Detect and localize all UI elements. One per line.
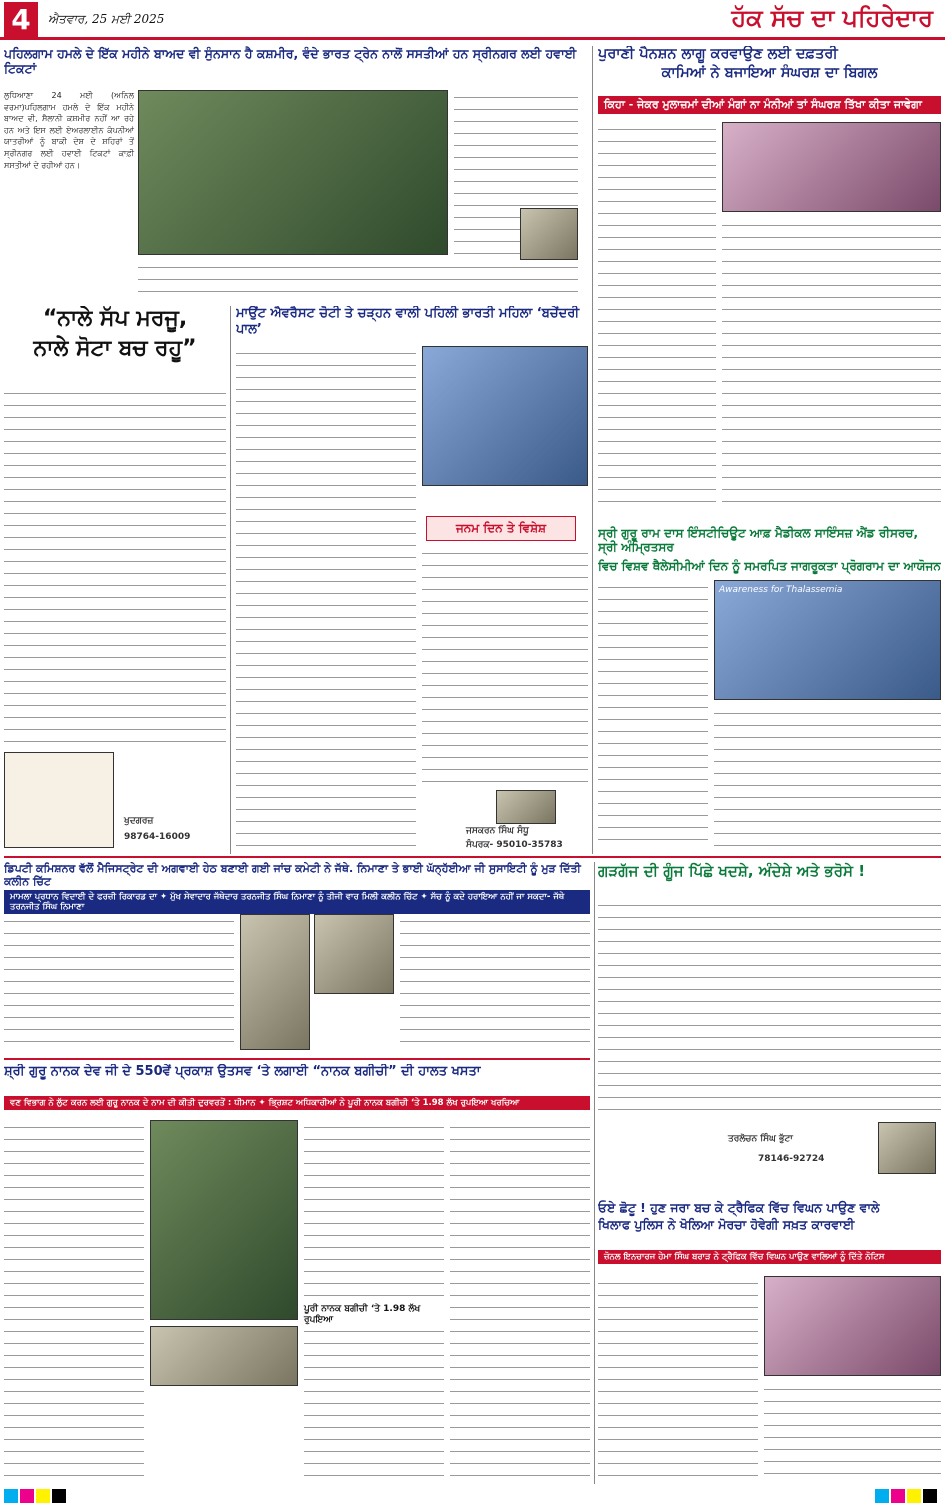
saap-cartoon [4,752,114,848]
garaz-author-photo [878,1122,936,1174]
registration-mark-black [52,1489,66,1503]
masthead [0,0,945,40]
saap-body-text [4,386,226,746]
registration-mark-magenta [20,1489,34,1503]
nanak-sub-point: ਪੂਰੀ ਨਾਨਕ ਬਗੀਚੀ ‘ਤੇ 1.98 ਲੱਖ ਰੁਪਇਆ [304,1304,444,1326]
commission-story [4,862,590,1054]
garaz-story [598,862,941,1194]
thalassemia-photo-banner: Awareness for Thalassemia [719,585,843,595]
everest-contact: ਸੰਪਰਕ- 95010-35783 [466,840,563,850]
divider [594,862,595,1484]
everest-body-text [236,346,416,846]
pension-subhead: ਕਿਹਾ - ਜੇਕਰ ਮੁਲਾਜ਼ਮਾਂ ਦੀਆਂ ਮੰਗਾਂ ਨਾ ਮੰਨੀਆਂ ਤਾਂ ਸੰਘਰਸ਼ ਤਿੱਖਾ ਕੀਤਾ ਜਾਵੇਗਾ [598,96,941,114]
thalassemia-event-photo [714,580,941,700]
everest-author-photo [496,790,556,824]
kashmir-story [4,46,586,296]
pension-protest-photo [722,122,941,212]
everest-byline: ਜਸਕਰਨ ਸਿੰਘ ਸੰਧੂ [466,826,529,836]
traffic-story [598,1200,941,1484]
page-number: 4 [4,2,38,38]
registration-mark-cyan [875,1489,889,1503]
nanak-body-text-mid [304,1120,444,1480]
commission-body-text-right [400,914,590,1050]
nanak-body-text-right [450,1120,590,1480]
thalassemia-body-text [598,580,708,850]
kashmir-body-text [138,260,578,294]
traffic-headline-2: ਖਿਲਾਫ ਪੁਲਿਸ ਨੇ ਖੋਲਿਆ ਮੋਰਚਾ ਹੋਵੇਗੀ ਸਖ਼ਤ ਕਾਰਵਾਈ [598,1217,855,1232]
kashmir-lead: ਲੁਧਿਆਣਾ 24 ਮਈ (ਅਨਿਲ ਵਰਮਾ)ਪਹਿਲਗਾਮ ਹਮਲੇ ਦੇ ਇੱਕ ਮਹੀਨੇ ਬਾਅਦ ਵੀ, ਸੈਲਾਨੀ ਕਸ਼ਮੀਰ ਨਹੀਂ ਆ ਰਹੇ ਹਨ ਅਤੇ ਇਸ ਲਈ ਏਅਰਲਾਈਨ ਕੰਪਨੀਆਂ ਯਾਤਰੀਆਂ ਨੂੰ ਬਾਕੀ ਦੇਸ਼ ਦੇ ਸ਼ਹਿਰਾਂ ਤੋਂ ਸ੍ਰੀਨਗਰ ਲਈ ਹਵਾਈ ਟਿਕਟਾਂ ਕਾਫ਼ੀ ਸਸਤੀਆਂ ਦੇ ਰਹੀਆਂ ਹਨ। [4,91,134,170]
everest-summit-photo [422,346,588,486]
everest-body-text-right [422,546,588,786]
nanak-subhead: ਵਣ ਵਿਭਾਗ ਨੇ ਲੁੱਟ ਕਰਨ ਲਈ ਗੁਰੂ ਨਾਨਕ ਦੇ ਨਾਮ ਦੀ ਕੀਤੀ ਦੁਰਵਰਤੋਂ : ਧੀਮਾਨ ✦ ਭ੍ਰਿਸ਼ਟ ਅਧਿਕਾਰੀਆਂ ਨੇ ਪੂਰੀ ਨਾਨਕ ਬਗੀਚੀ ‘ਤੇ 1.98 ਲੱਖ ਰੁਪਇਆ ਖਰਚਿਆ [4,1096,590,1110]
nanak-story [4,1064,590,1484]
saap-story [4,306,226,854]
kashmir-author-photo [520,208,578,260]
pension-story [598,46,941,516]
everest-feature-tag: ਜਨਮ ਦਿਨ ਤੇ ਵਿਸ਼ੇਸ਼ [426,516,576,541]
commission-nimana-photo [240,914,310,1050]
kashmir-soldiers-photo [138,90,448,255]
traffic-subhead: ਜ਼ੋਨਲ ਇਨਚਾਰਜ ਹੇਮਾ ਸਿੰਘ ਬਰਾੜ ਨੇ ਟ੍ਰੈਫਿਕ ਵਿੱਚ ਵਿਘਨ ਪਾਉਣ ਵਾਲਿਆਂ ਨੂੰ ਦਿੱਤੇ ਨੋਟਿਸ [598,1250,941,1264]
registration-mark-yellow [907,1489,921,1503]
pension-headline-2: ਕਾਮਿਆਂ ਨੇ ਬਜਾਇਆ ਸੰਘਰਸ਼ ਦਾ ਬਿਗਲ [661,65,878,82]
thalassemia-headline-2: ਵਿਚ ਵਿਸ਼ਵ ਥੈਲੇਸੀਮੀਆਂ ਦਿਨ ਨੂੰ ਸਮਰਪਿਤ ਜਾਗਰੂਕਤਾ ਪ੍ਰੋਗਰਾਮ ਦਾ ਆਯੋਜਨ [598,558,941,573]
garaz-headline: ਗੜਗੱਜ ਦੀ ਗੂੰਜ ਪਿੱਛੇ ਖਦਸ਼ੇ, ਅੰਦੇਸ਼ੇ ਅਤੇ ਭਰੋਸੇ ! [598,862,866,880]
divider [592,46,593,854]
pension-headline-1: ਪੁਰਾਣੀ ਪੈਨਸ਼ਨ ਲਾਗੂ ਕਰਵਾਉਣ ਲਈ ਦਫ਼ਤਰੀ [598,46,838,62]
pension-body-text-right [722,218,941,512]
commission-subhead: ਮਾਮਲਾ ਪ੍ਰਧਾਨ ਵਿਦਾਈ ਦੇ ਫਰਜ਼ੀ ਰਿਕਾਰਡ ਦਾ ✦ ਮੁੱਖ ਸੇਵਾਦਾਰ ਜੱਥੇਦਾਰ ਤਰਨਜੀਤ ਸਿੰਘ ਨਿਮਾਣਾ ਨੂੰ ਤੀਜੀ ਵਾਰ ਮਿਲੀ ਕਲੀਨ ਚਿੱਟ ✦ ਸੱਚ ਨੂੰ ਕਦੇ ਹਰਾਇਆ ਨਹੀਂ ਜਾ ਸਕਦਾ- ਜੱਥੇ ਤਰਨਜੀਤ ਸਿੰਘ ਨਿਮਾਣਾ [4,890,590,914]
brand-logo: ਹੱਕ ਸੱਚ ਦਾ ਪਹਿਰੇਦਾਰ [731,4,933,32]
traffic-headline-1: ਓਏ ਛੋਟੂ ! ਹੁਣ ਜਰਾ ਬਚ ਕੇ ਟ੍ਰੈਫਿਕ ਵਿੱਚ ਵਿਘਨ ਪਾਉਣ ਵਾਲੇ [598,1200,880,1215]
thalassemia-body-text-right [714,706,941,850]
garaz-body-text [598,898,941,1118]
thalassemia-story [598,526,941,854]
commission-headline: ਡਿਪਟੀ ਕਮਿਸ਼ਨਰ ਵੱਲੋਂ ਮੈਜਿਸਟ੍ਰੇਟ ਦੀ ਅਗਵਾਈ ਹੇਠ ਬਣਾਈ ਗਈ ਜਾਂਚ ਕਮੇਟੀ ਨੇ ਜੱਥੇ. ਨਿਮਾਣਾ ਤੇ ਭਾਈ ਘੱਨ੍ਹੱਈਆ ਜੀ ਸੁਸਾਇਟੀ ਨੂੰ ਮੁੜ ਦਿੱਤੀ ਕਲੀਨ ਚਿੱਟ [4,862,581,889]
saap-headline-1: “ਨਾਲੇ ਸੱਪ ਮਰਜੂ, [42,306,188,331]
commission-body-text [4,914,234,1050]
pension-body-text [598,122,716,512]
saap-byline: ਖੁਦਗਰਜ਼ [124,816,154,826]
traffic-police-photo [764,1276,941,1376]
garaz-byline: ਤਰਲੋਚਨ ਸਿੰਘ ਭੁੱਟਾ [728,1134,793,1144]
nanak-body-text [4,1120,144,1480]
registration-mark-magenta [891,1489,905,1503]
saap-headline-2: ਨਾਲੇ ਸੋਟਾ ਬਚ ਰਹੂ” [33,336,197,362]
dateline: ਐਤਵਾਰ, 25 ਮਈ 2025 [48,12,165,26]
registration-mark-black [923,1489,937,1503]
nanak-person-photo [150,1326,298,1386]
nanak-headline: ਸ਼੍ਰੀ ਗੁਰੂ ਨਾਨਕ ਦੇਵ ਜੀ ਦੇ 550ਵੇਂ ਪ੍ਰਕਾਸ਼ ਉਤਸਵ ‘ਤੇ ਲਗਾਈ “ਨਾਨਕ ਬਗੀਚੀ” ਦੀ ਹਾਲਤ ਖਸਤਾ [4,1064,481,1079]
everest-story [236,306,588,854]
thalassemia-headline-1: ਸ੍ਰੀ ਗੁਰੂ ਰਾਮ ਦਾਸ ਇੰਸਟੀਚਿਊਟ ਆਫ਼ ਮੈਡੀਕਲ ਸਾਇੰਸਜ਼ ਐਂਡ ਰੀਸਰਚ, ਸ੍ਰੀ ਅੰਮ੍ਰਿਤਸਰ [598,526,919,555]
kashmir-headline: ਪਹਿਲਗਾਮ ਹਮਲੇ ਦੇ ਇੱਕ ਮਹੀਨੇ ਬਾਅਦ ਵੀ ਸੁੰਨਸਾਨ ਹੈ ਕਸ਼ਮੀਰ, ਵੰਦੇ ਭਾਰਤ ਟ੍ਰੇਨ ਨਾਲੋਂ ਸਸਤੀਆਂ ਹਨ ਸ੍ਰੀਨਗਰ ਲਈ ਹਵਾਈ ਟਿਕਟਾਂ [4,46,577,76]
garaz-phone: 78146-92724 [758,1154,825,1164]
traffic-body-text [598,1276,758,1480]
divider [4,856,941,858]
everest-headline: ਮਾਉਂਟ ਐਵਰੈਸਟ ਚੋਟੀ ਤੇ ਚੜ੍ਹਨ ਵਾਲੀ ਪਹਿਲੀ ਭਾਰਤੀ ਮਹਿਲਾ ‘ਬਚੇਂਦਰੀ ਪਾਲ’ [236,306,580,337]
registration-mark-yellow [36,1489,50,1503]
saap-phone: 98764-16009 [124,832,191,842]
divider [4,1058,590,1060]
registration-mark-cyan [4,1489,18,1503]
divider [230,306,231,854]
traffic-body-text-right [764,1382,941,1480]
nanak-garden-photo [150,1120,298,1320]
commission-document-photo [314,914,394,994]
